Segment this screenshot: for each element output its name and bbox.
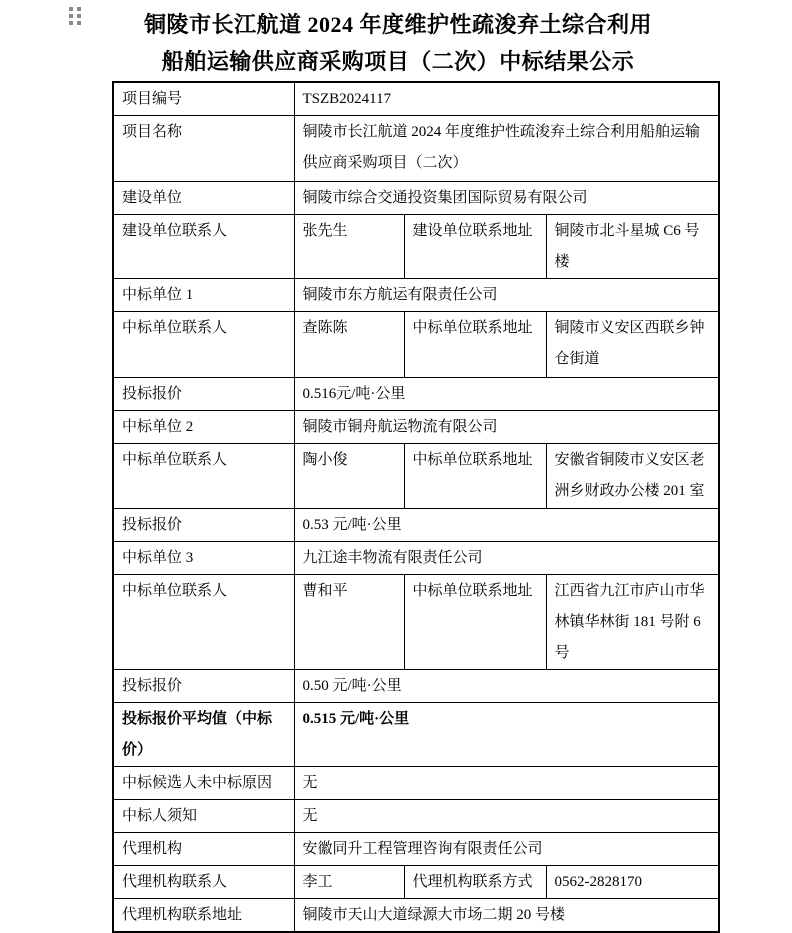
table-row xyxy=(113,575,719,670)
row-label: 中标单位联系人 xyxy=(113,575,294,670)
row-value: 0.53 元/吨·公里 xyxy=(294,509,719,542)
dot xyxy=(77,14,81,18)
row-value: 九江途丰物流有限责任公司 xyxy=(294,542,719,575)
row-label: 投标报价 xyxy=(113,670,294,703)
table-row xyxy=(113,279,719,312)
row-value: 李工 xyxy=(294,866,404,899)
row-value: 无 xyxy=(294,800,719,833)
row-value: 曹和平 xyxy=(294,575,404,670)
table-row xyxy=(113,215,719,279)
row-value: 铜陵市东方航运有限责任公司 xyxy=(294,279,719,312)
table-row xyxy=(113,312,719,378)
row-value-2: 铜陵市北斗星城 C6 号楼 xyxy=(546,215,719,279)
row-label: 中标单位 2 xyxy=(113,411,294,444)
row-value: 无 xyxy=(294,767,719,800)
dot xyxy=(77,21,81,25)
row-label: 项目编号 xyxy=(113,82,294,116)
table-row xyxy=(113,378,719,411)
row-label: 投标报价 xyxy=(113,378,294,411)
row-label: 中标人须知 xyxy=(113,800,294,833)
row-label: 中标候选人未中标原因 xyxy=(113,767,294,800)
row-label: 中标单位联系人 xyxy=(113,444,294,509)
dot xyxy=(77,7,81,11)
row-label: 投标报价平均值（中标价） xyxy=(113,703,294,767)
row-label: 代理机构联系地址 xyxy=(113,899,294,933)
row-value: 铜陵市综合交通投资集团国际贸易有限公司 xyxy=(294,182,719,215)
row-label-2: 中标单位联系地址 xyxy=(404,312,546,378)
row-label: 代理机构联系人 xyxy=(113,866,294,899)
table-row xyxy=(113,82,719,116)
dot xyxy=(69,14,73,18)
title-line-1: 铜陵市长江航道 2024 年度维护性疏浚弃土综合利用 xyxy=(143,12,652,37)
row-value: TSZB2024117 xyxy=(294,82,719,116)
table-row-average-price xyxy=(113,703,719,767)
table-row xyxy=(113,899,719,933)
row-label: 建设单位 xyxy=(113,182,294,215)
row-value-2: 0562-2828170 xyxy=(546,866,719,899)
row-value: 0.515 元/吨·公里 xyxy=(294,703,719,767)
row-value: 0.516元/吨·公里 xyxy=(294,378,719,411)
table-row xyxy=(113,444,719,509)
row-label: 项目名称 xyxy=(113,116,294,182)
table-row xyxy=(113,833,719,866)
dot xyxy=(69,7,73,11)
row-value: 查陈陈 xyxy=(294,312,404,378)
row-value-2: 安徽省铜陵市义安区老洲乡财政办公楼 201 室 xyxy=(546,444,719,509)
row-value: 陶小俊 xyxy=(294,444,404,509)
row-label-2: 中标单位联系地址 xyxy=(404,575,546,670)
table-row xyxy=(113,542,719,575)
row-label: 建设单位联系人 xyxy=(113,215,294,279)
table-row xyxy=(113,670,719,703)
row-value: 张先生 xyxy=(294,215,404,279)
row-label: 中标单位 3 xyxy=(113,542,294,575)
drag-handle-icon[interactable] xyxy=(69,7,81,25)
table-row xyxy=(113,509,719,542)
row-value: 安徽同升工程管理咨询有限责任公司 xyxy=(294,833,719,866)
row-value: 0.50 元/吨·公里 xyxy=(294,670,719,703)
row-label: 中标单位联系人 xyxy=(113,312,294,378)
table-row xyxy=(113,866,719,899)
bid-results-table xyxy=(112,81,720,933)
table-row xyxy=(113,411,719,444)
row-value: 铜陵市铜舟航运物流有限公司 xyxy=(294,411,719,444)
row-label-2: 建设单位联系地址 xyxy=(404,215,546,279)
row-value: 铜陵市长江航道 2024 年度维护性疏浚弃土综合利用船舶运输供应商采购项目（二次） xyxy=(294,116,719,182)
title-line-2: 船舶运输供应商采购项目（二次）中标结果公示 xyxy=(161,49,635,74)
table-row xyxy=(113,182,719,215)
row-value-2: 江西省九江市庐山市华林镇华林街 181 号附 6 号 xyxy=(546,575,719,670)
row-label-2: 中标单位联系地址 xyxy=(404,444,546,509)
row-value: 铜陵市天山大道绿源大市场二期 20 号楼 xyxy=(294,899,719,933)
row-label-2: 代理机构联系方式 xyxy=(404,866,546,899)
table-row xyxy=(113,767,719,800)
row-label: 代理机构 xyxy=(113,833,294,866)
row-value-2: 铜陵市义安区西联乡钟仓街道 xyxy=(546,312,719,378)
row-label: 中标单位 1 xyxy=(113,279,294,312)
document-title xyxy=(0,0,792,80)
table-row xyxy=(113,800,719,833)
dot xyxy=(69,21,73,25)
table-row xyxy=(113,116,719,182)
row-label: 投标报价 xyxy=(113,509,294,542)
